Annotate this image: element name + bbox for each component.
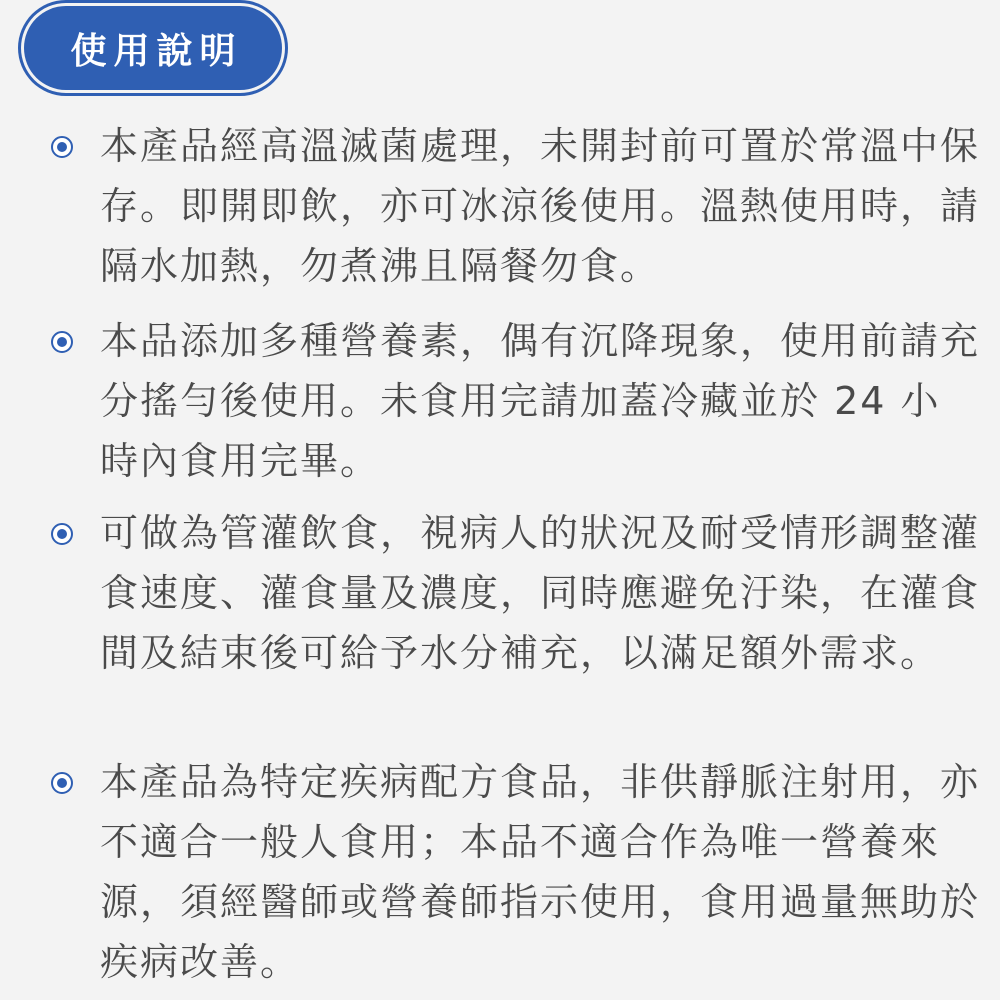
instruction-text: 可做為管灌飲食，視病人的狀況及耐受情形調整灌食速度、灌食量及濃度，同時應避免汙染，在灌食間及結束後可給予水分補充，以滿足額外需求。 <box>100 511 981 675</box>
instruction-text: 本產品為特定疾病配方食品，非供靜脈注射用，亦不適合一般人食用；本品不適合作為唯一營養來源，須經醫師或營養師指示使用，食用過量無助於疾病改善。 <box>100 760 981 984</box>
instruction-text: 本產品經高溫滅菌處理，未開封前可置於常溫中保存。即開即飲，亦可冰涼後使用。溫熱使用時，請隔水加熱，勿煮沸且隔餐勿食。 <box>100 124 981 288</box>
instruction-text: 本品添加多種營養素，偶有沉降現象，使用前請充分搖勻後使用。未食用完請加蓋冷藏並於 24 小時內食用完畢。 <box>100 319 981 483</box>
bullet-icon <box>51 331 73 353</box>
bullet-icon <box>51 136 73 158</box>
bullet-icon <box>51 772 73 794</box>
bullet-icon <box>51 523 73 545</box>
section-title: 使用說明 <box>70 30 243 72</box>
